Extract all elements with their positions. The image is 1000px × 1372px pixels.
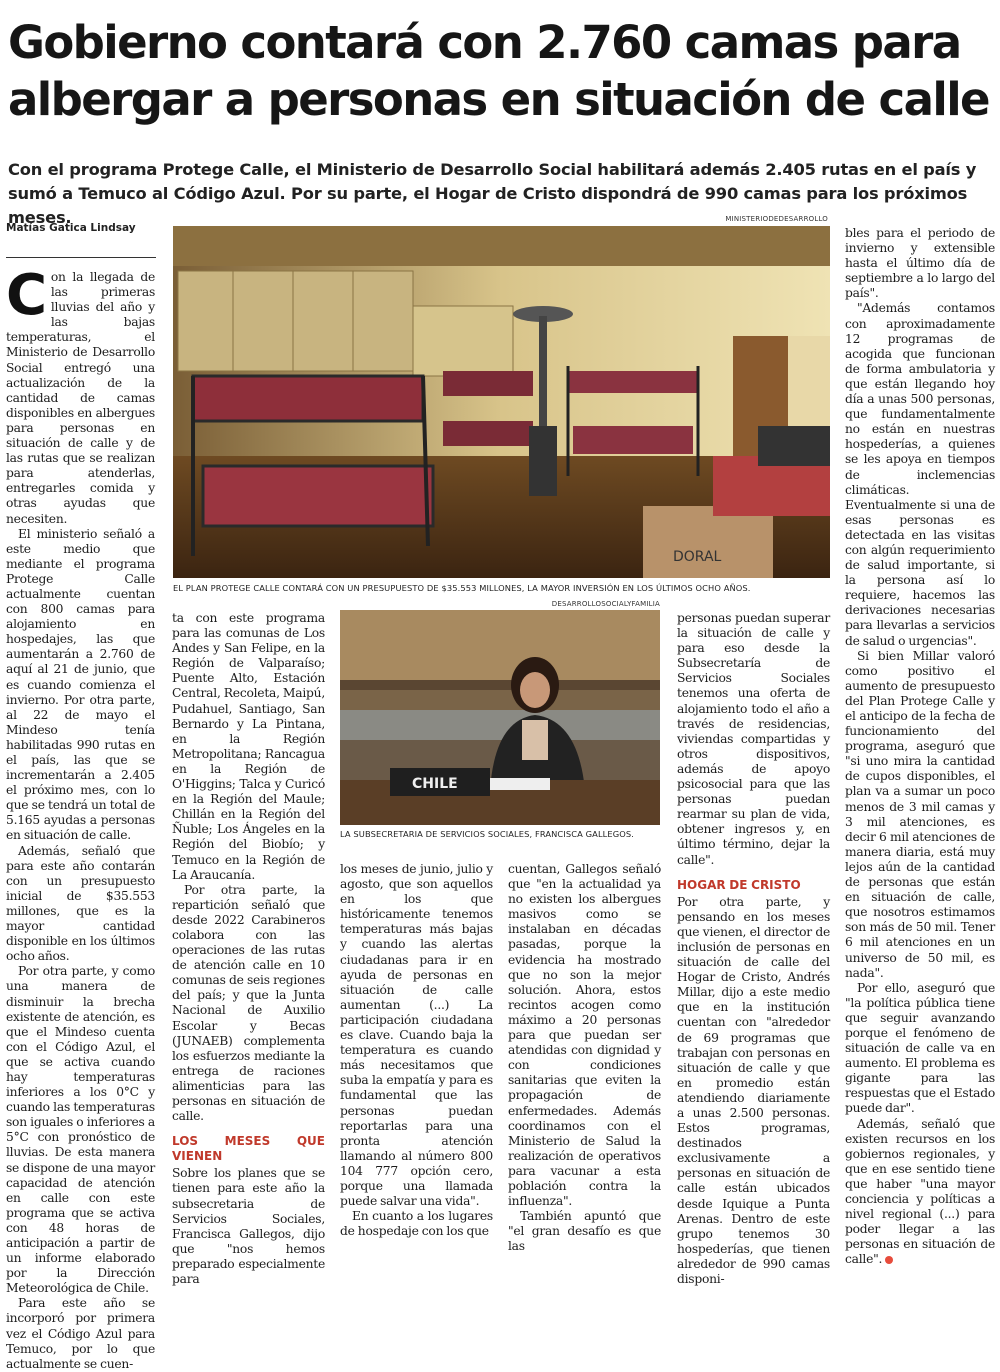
paragraph: on la llegada de las primeras lluvias del año y las bajas temperaturas, el Ministerio de Desarrollo Social entregó una actualización de la cantidad de camas disponibles en albergues para personas en situación de calle y de las rutas que se realizan para atenderlas, entregarles comida y otras ayudas que necesiten. [6,270,155,526]
shelter-room-illustration [173,226,830,578]
end-mark-icon [885,1256,893,1264]
paragraph: los meses de junio, julio y agosto, que son aquellos en los que históricamente tenemos temperaturas más bajas y cuando las alertas ciudadanas para ir en ayuda de personas en situación de calle aumentan (...) La participación ciudadana es clave. Cuando baja la temperatura es cuando más necesitamos que suba la empatía y para es fundamental que las personas puedan reportarlas para una pronta atención llamando al número 800 104 777 opción cero, porque una llamada puede salvar una vida". [340,862,493,1209]
photo-credit: DESARROLLOSOCIALYFAMILIA [551,600,660,608]
byline: Matías Gatica Lindsay [6,222,136,234]
paragraph: Por otra parte, y pensando en los meses que vienen, el director de inclusión de personas en situación de calle del Hogar de Cristo, Andrés Millar, dijo a este medio que en la institución cuentan con "alrededor de 69 programas que trabajan con personas en situación de calle y que en promedio están atendiendo diariamente a unas 2.500 personas. Estos programas, destinados exclusivamente a personas en situación de calle están ubicados desde Iquique a Punta Arenas. Dentro de este grupo tenemos 30 hospederías, que tienen alrededor de 990 camas disponi- [677,894,830,1287]
paragraph: Para este año se incorporó por primera vez el Código Azul para Temuco, por lo que actualmente se cuen- [6,1296,155,1371]
paragraph: El ministerio señaló a este medio que mediante el programa Protege Calle actualmente cuentan con 800 camas para alojamiento en hospedajes, las que aumentarán a 2.760 de aquí al 21 de junio, que es cuando comienza el invierno. Por otra parte, al 22 de mayo el Mindeso tenía habilitadas 990 rutas en el país, las que se incrementarán a 2.405 el próximo mes, con lo que se tendrá un total de 5.165 ayudas a personas en situación de calle. [6,526,155,843]
photo-caption: LA SUBSECRETARIA DE SERVICIOS SOCIALES, FRANCISCA GALLEGOS. [340,829,635,839]
paragraph: Sobre los planes que se tienen para este año la subsecretaria de Servicios Sociales, Francisca Gallegos, dijo que "nos hemos preparado especialmente para [172,1166,325,1287]
section-subhead: HOGAR DE CRISTO [677,877,801,892]
column-4 [508,862,661,1254]
paragraph: Si bien Millar valoró como positivo el aumento de presupuesto del Plan Protege Calle y el anticipo de la fecha de funcionamiento del programa, aseguró que "si uno mira la cantidad de cupos disponibles, el plan va a sumar un poco menos de 3 mil camas y 3 mil atenciones, es decir 6 mil atenciones de manera diaria, está muy lejos aún de la cantidad de personas que están en situación de calle, que nosotros estimamos son más de 50 mil. Tener 6 mil atenciones en un universo de 50 mil, es nada". [845,648,995,980]
column-5 [677,611,830,1287]
paragraph: personas puedan superar la situación de calle y para eso desde la Subsecretaría de Servicios Sociales tenemos una oferta de alojamiento todo el año a través de residencias, viviendas compartidas y otros dispositivos, además de apoyo psicosocial para que las personas puedan rearmar su plan de vida, obtener ingresos y, en último término, dejar la calle". [677,611,830,867]
byline-divider [6,257,156,258]
paragraph: En cuanto a los lugares de hospedaje con los que [340,1209,493,1239]
column-3 [340,862,493,1239]
column-2 [172,611,325,1287]
paragraph: Además, señaló que para este año contarán con un presupuesto inicial de $35.553 millones, que es la mayor cantidad disponible en los últimos ocho años. [6,843,155,964]
paragraph: ta con este programa para las comunas de Los Andes y San Felipe, en la Región de Valparaíso; Puente Alto, Estación Central, Recoleta, Maipú, Pudahuel, Santiago, San Bernardo y La Pintana, en la Región Metropolitana; Rancagua en la Región de O'Higgins; Talca y Curicó en la Región del Maule; Chillán en la Región del Ñuble; Los Ángeles en la Región del Biobío; y Temuco en la Región de La Araucanía. [172,611,325,882]
photo-shelter-room [173,226,830,578]
section-subhead: LOS MESES QUE VIENEN [172,1134,325,1164]
box-label: DORAL [673,549,722,565]
photo-caption: EL PLAN PROTEGE CALLE CONTARÁ CON UN PRESUPUESTO DE $35.553 MILLONES, LA MAYOR INVERSIÓN EN LOS ÚLTIMOS OCHO AÑOS. [173,583,751,593]
column-6 [845,226,995,1267]
headline: Gobierno contará con 2.760 camas para albergar a personas en situación de calle [8,16,989,126]
photo-undersecretary [340,610,660,825]
paragraph: "Además contamos con aproximadamente 12 programas de acogida que funcionan de forma ambulatoria y que están llegando hoy día a unas 500 personas, que fundamentalmente no están en nuestras hospederías, a quienes se les apoya en tiempos de inclemencias climáticas. Eventualmente si una de esas personas es detectada en las visitas con algún requerimiento de salud importante, si la persona así lo requiere, hacemos las derivaciones necesarias para llevarlas a servicios de salud o urgencias". [845,301,995,648]
paragraph: cuentan, Gallegos señaló que "en la actualidad ya no existen los albergues masivos como se instalaban en décadas pasadas, porque la evidencia ha mostrado que no son la mejor solución. Ahora, estos recintos acogen como máximo a 20 personas para que puedan ser atendidas con dignidad y con condiciones sanitarias que eviten la propagación de enfermedades. Además coordinamos con el Ministerio de Salud la realización de operativos para vacunar a esta población contra la influenza". [508,862,661,1209]
paragraph: Por ello, aseguró que "la política pública tiene que seguir avanzando porque el fenómeno de situación de calle va en aumento. El problema es gigante para las respuestas que el Estado puede dar". [845,980,995,1116]
undersecretary-illustration [340,610,660,825]
drop-cap: C [6,263,47,328]
paragraph: Por otra parte, la repartición señaló que desde 2022 Carabineros colabora con las operaciones de las rutas de atención calle en 10 comunas de seis regiones del país; y que la Junta Nacional de Auxilio Escolar y Becas (JUNAEB) complementa los esfuerzos mediante la entrega de raciones alimenticias para las personas en situación de calle. [172,882,325,1124]
paragraph: Además, señaló que existen recursos en los gobiernos regionales, y que en ese sentido tiene que haber "una mayor conciencia y políticas a nivel regional (...) para poder llegar a las personas en situación de calle". [845,1116,995,1267]
lead-paragraph: Con el programa Protege Calle, el Ministerio de Desarrollo Social habilitará además 2.405 rutas en el país y sumó a Temuco al Código Azul. Por su parte, el Hogar de Cristo dispondrá de 990 camas para los próximos meses. [8,160,977,227]
nameplate-text: CHILE [412,776,458,792]
paragraph: bles para el periodo de invierno y extensible hasta el último día de septiembre a lo largo del país". [845,226,995,301]
photo-credit: MINISTERIODEDESARROLLO [725,215,828,223]
paragraph: Por otra parte, y como una manera de disminuir la brecha existente de atención, es que el Mindeso cuenta con el Código Azul, el que se activa cuando hay temperaturas inferiores a los 0°C y cuando las temperaturas son iguales o inferiores a 5°C con pronóstico de lluvias. De esta manera se dispone de una mayor capacidad de atención en calle con este programa que se activa con 48 horas de anticipación a partir de un informe elaborado por la Dirección Meteorológica de Chile. [6,964,155,1296]
column-1 [6,263,155,1372]
paragraph: También apuntó que "el gran desafío es que las [508,1209,661,1254]
